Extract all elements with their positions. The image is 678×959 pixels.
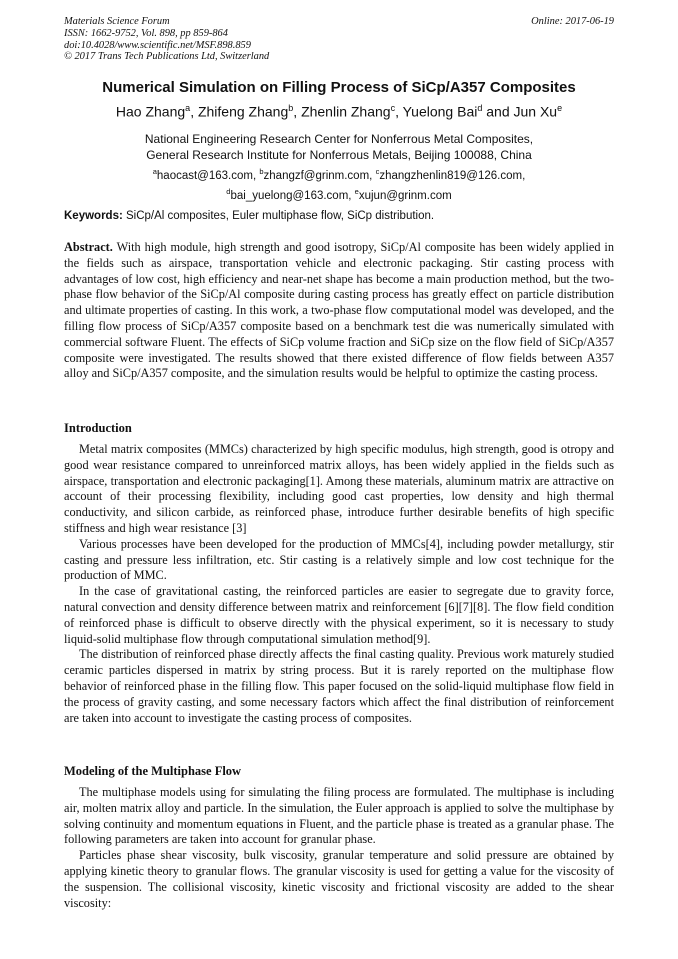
abstract-text: With high module, high strength and good isotropy, SiCp/Al composite has been widely applied in the fields such as airspace, transportation vehicle and electronic packaging. Stir casting process with advantages of low cost, high efficiency and near-net shape has become a main production method, but the two-phase flow behavior of the SiCp/Al composite during casting process has greatly effect on particle distribution and ultimate properties of casting. In this work, a two-phase flow computational model was developed, and the filling flow process of SiCp/A357 composite based on a benchmark test die was numerically simulated with commercial software Fluent. The effects of SiCp volume fraction and SiCp size on the flow field of SiCp/A357 composite were investigated. The results showed that there existed difference of flow fields between A357 alloy and SiCp/A357 composite, and the simulation results would be helpful to optimize the casting process. (64, 240, 614, 381)
email-mark: b (259, 167, 264, 176)
author-list (0, 103, 678, 120)
affiliation-line: General Research Institute for Nonferrous Metals, Beijing 100088, China (146, 148, 532, 162)
author-name: Zhenlin Zhang (301, 103, 391, 120)
copyright-line: © 2017 Trans Tech Publications Ltd, Switzerland (64, 51, 270, 63)
affiliation (0, 131, 678, 163)
section-heading-introduction: Introduction (64, 421, 132, 435)
author-mark: b (288, 103, 294, 113)
author-separator: , (395, 103, 403, 120)
keywords-text: SiCp/Al composites, Euler multiphase flow, SiCp distribution. (122, 210, 435, 222)
email-address[interactable]: zhangzhenlin819@126.com (379, 169, 523, 182)
paragraph: Particles phase shear viscosity, bulk viscosity, granular temperature and solid pressure are obtained by applying kinetic theory to granular flows. The granular viscosity is used for getting a value for the viscosity of the suspension. The collisional viscosity, kinetic viscosity and frictional viscosity are added to the shear viscosity: (64, 848, 614, 910)
author-mark: a (185, 103, 191, 113)
author-name: Zhifeng Zhang (197, 103, 289, 120)
author-name: Yuelong Bai (402, 103, 478, 120)
author-name: Hao Zhang (115, 103, 186, 120)
introduction-body (64, 442, 614, 726)
email-mark: e (354, 186, 359, 196)
affiliation-line: National Engineering Research Center for Nonferrous Metal Composites, (144, 132, 534, 146)
author-name: Jun Xu (513, 103, 558, 120)
journal-info (64, 16, 269, 63)
paragraph: Metal matrix composites (MMCs) characterized by high specific modulus, high strength, good is otropy and good wear resistance compared to unreinforced matrix alloys, has been widely applied in the fields such as airspace, transportation and electronic packaging[1]. Among these materials, aluminum matrix are attractive on account of their processing flexibility, including good cast properties, low density and high thermal conductivity, and silicon carbide, as reinforced phase, introduce further desirable benefits of high specific stiffness and high wear resistance [3] (64, 442, 614, 535)
keywords-label: Keywords: (64, 210, 123, 222)
author-and: and (482, 103, 514, 120)
abstract (64, 240, 614, 382)
email-mark: c (375, 167, 380, 176)
author-separator: , (190, 103, 198, 120)
paragraph: The multiphase models using for simulating the filing process are formulated. The multiphase is including air, molten matrix alloy and particle. In the simulation, the Euler approach is applied to solve the multiphase by solving continuity and momentum equations in Fluent, and the particle phase is treated as a granular phase. The following parameters are taken into account for granular phase. (64, 785, 614, 847)
author-separator: , (293, 103, 302, 120)
author-mark: c (390, 103, 396, 113)
paragraph: The distribution of reinforced phase directly affects the final casting quality. Previous work maturely studied ceramic particles dispersed in matrix by string process. But it is rarely reported on the multiphase flow behavior of reinforced phase in the filling flow. This paper focused on the solid-liquid multiphase flow field in the process of gravity casting, and some necessary factors which affect the final distribution of reinforcement are taken into account to investigate the casting process of composites. (64, 647, 614, 725)
author-emails: $^a$haocast@163.com, $^b$zhangzf@grinm.com, $^c$zhangzhenlin819@126.com, $^d$bai_yuelong@163.com, $^e$xujun@grinm.com (152, 167, 526, 202)
paragraph: In the case of gravitational casting, the reinforced particles are easier to segregate due to gravity force, natural convection and density difference between matrix and reinforcement [6][7][8]. The flow field condition of reinforced phase is difficult to observe directly with the physical experiment, so it is necessary to study liquid-solid multiphase flow through computational simulation method[9]. (64, 584, 614, 646)
modeling-body (64, 785, 614, 911)
email-mark: d (226, 186, 231, 196)
doi-line: doi:10.4028/www.scientific.net/MSF.898.859 (64, 39, 251, 51)
abstract-label: Abstract. (64, 240, 113, 254)
email-address[interactable]: bai_yuelong@163.com (230, 189, 349, 202)
author-mark: d (477, 103, 483, 113)
online-date: Online: 2017-06-19 (531, 16, 614, 27)
journal-name: Materials Science Forum (64, 16, 170, 27)
email-address[interactable]: xujun@grinm.com (358, 189, 452, 202)
keywords (64, 210, 614, 222)
email-mark: a (152, 167, 157, 176)
section-heading-modeling: Modeling of the Multiphase Flow (64, 764, 242, 778)
paragraph: Various processes have been developed for the production of MMCs[4], including powder metallurgy, stir casting and pressure less infiltration, etc. Stir casting is a relatively simple and low cost technique for the production of MMC. (64, 536, 614, 583)
paper-title: Numerical Simulation on Filling Process of SiCp/A357 Composites (102, 79, 576, 96)
email-address[interactable]: zhangzf@grinm.com (263, 169, 370, 182)
email-address[interactable]: haocast@163.com (156, 169, 253, 182)
issn-line: ISSN: 1662-9752, Vol. 898, pp 859-864 (64, 27, 228, 39)
author-mark: e (557, 103, 563, 113)
